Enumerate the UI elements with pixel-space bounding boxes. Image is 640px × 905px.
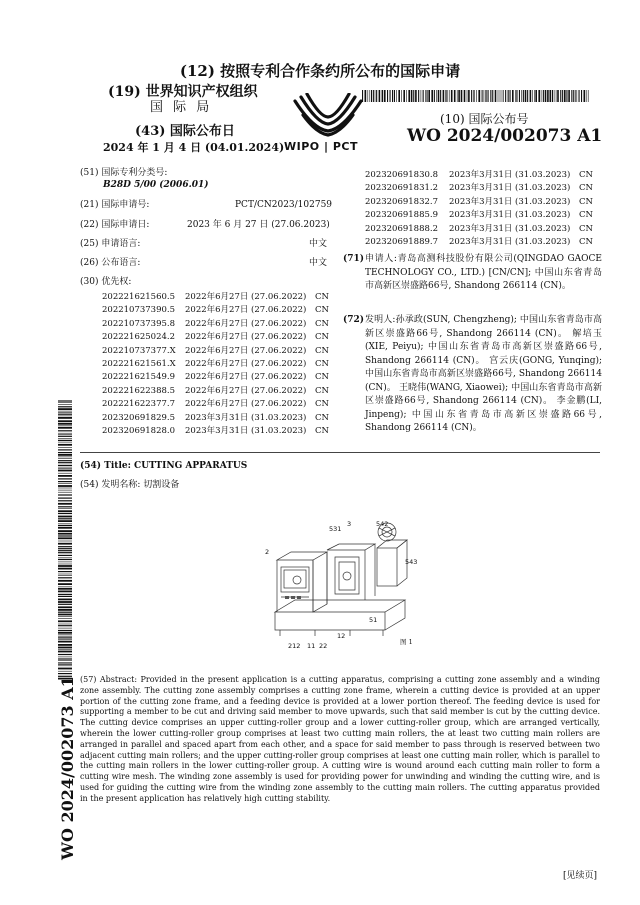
publication-date: 2024 年 1 月 4 日 (04.01.2024) bbox=[103, 141, 285, 154]
ref-label-531: 531 bbox=[329, 525, 342, 533]
ref-label-12: 12 bbox=[337, 632, 346, 640]
priority-left-country: CN bbox=[315, 412, 329, 423]
priority-label: (30) 优先权: bbox=[80, 277, 132, 287]
priority-left-country: CN bbox=[315, 332, 329, 343]
applicant-info: 申请人:青岛高测科技股份有限公司(QINGDAO GAOCE TECHNOLOGY CO., LTD.) [CN/CN]; 中国山东省青岛市高新区崇盛路66号, Shandong 266114 (CN)。 bbox=[365, 254, 602, 291]
abstract bbox=[80, 675, 600, 805]
publication-number: WO 2024/002073 A1 bbox=[407, 126, 603, 146]
top-barcode bbox=[362, 90, 589, 102]
applicant-code: (71) bbox=[343, 254, 365, 264]
priority-left-number: 202210737377.X bbox=[102, 345, 176, 356]
priority-left-country: CN bbox=[315, 385, 329, 396]
priority-left-date: 2022年6月27日 (27.06.2022) bbox=[185, 332, 307, 343]
figure-caption: 图 1 bbox=[400, 638, 413, 646]
priority-left-country: CN bbox=[315, 399, 329, 410]
priority-right-date: 2023年3月31日 (31.03.2023) bbox=[449, 223, 571, 234]
priority-left-number: 202221622377.7 bbox=[102, 399, 176, 410]
priority-left-country: CN bbox=[315, 318, 329, 329]
priority-left-number: 202320691828.0 bbox=[102, 426, 176, 436]
priority-left-date: 2022年6月27日 (27.06.2022) bbox=[185, 318, 307, 329]
title-chinese: (54) 发明名称: 切割设备 bbox=[80, 480, 180, 490]
priority-left-country: CN bbox=[315, 292, 329, 302]
publication-language-label: (26) 公布语言: bbox=[80, 258, 141, 268]
inventor-code: (72) bbox=[343, 315, 365, 325]
application-number: PCT/CN2023/102759 bbox=[235, 200, 333, 210]
priority-left-number: 202221621561.X bbox=[102, 359, 176, 369]
priority-left-date: 2022年6月27日 (27.06.2022) bbox=[185, 385, 307, 396]
ref-label-11: 11 bbox=[307, 642, 316, 650]
priority-left-date: 2022年6月27日 (27.06.2022) bbox=[185, 345, 307, 356]
priority-left-date: 2022年6月27日 (27.06.2022) bbox=[185, 359, 307, 369]
filing-language-label: (25) 申请语言: bbox=[80, 239, 141, 249]
priority-right-date: 2023年3月31日 (31.03.2023) bbox=[449, 183, 571, 194]
priority-left-country: CN bbox=[315, 372, 329, 383]
priority-right-number: 202320691832.7 bbox=[365, 196, 439, 207]
section-divider bbox=[80, 452, 600, 453]
priority-right-date: 2023年3月31日 (31.03.2023) bbox=[449, 210, 571, 221]
publication-language: 中文 bbox=[309, 258, 328, 268]
priority-right-date: 2023年3月31日 (31.03.2023) bbox=[449, 237, 571, 247]
side-barcode bbox=[58, 400, 72, 680]
priority-left-country: CN bbox=[315, 359, 329, 369]
priority-left-number: 202221622388.5 bbox=[102, 385, 176, 396]
priority-left-date: 2022年6月27日 (27.06.2022) bbox=[185, 372, 307, 383]
continued-note: [见续页] bbox=[563, 871, 598, 881]
publication-number-label: (10) 国际公布号 bbox=[440, 112, 529, 126]
priority-right-country: CN bbox=[579, 210, 593, 221]
ref-label-212: 212 bbox=[288, 642, 301, 650]
side-publication-number: WO 2024/002073 A1 bbox=[58, 676, 77, 860]
ipc-label: (51) 国际专利分类号: bbox=[80, 168, 168, 178]
ipc-value: B28D 5/00 (2006.01) bbox=[103, 180, 209, 190]
ref-label-22: 22 bbox=[319, 642, 328, 650]
priority-right-country: CN bbox=[579, 237, 593, 247]
priority-left-date: 2023年3月31日 (31.03.2023) bbox=[185, 426, 307, 436]
filing-date-label: (22) 国际申请日: bbox=[80, 220, 150, 230]
priority-left-number: 202221621549.9 bbox=[102, 372, 176, 383]
priority-right-date: 2023年3月31日 (31.03.2023) bbox=[449, 170, 571, 180]
ref-label-3: 3 bbox=[347, 520, 352, 528]
priority-left-date: 2022年6月27日 (27.06.2022) bbox=[185, 292, 307, 302]
priority-right-country: CN bbox=[579, 223, 593, 234]
priority-right-country: CN bbox=[579, 170, 593, 180]
priority-left-date: 2023年3月31日 (31.03.2023) bbox=[185, 412, 307, 423]
document-title: (12) 按照专利合作条约所公布的国际申请 bbox=[179, 62, 461, 80]
priority-right-number: 202320691830.8 bbox=[365, 170, 439, 180]
filing-date: 2023 年 6 月 27 日 (27.06.2023) bbox=[187, 220, 330, 230]
title-english: (54) Title: CUTTING APPARATUS bbox=[80, 461, 248, 471]
bureau-name: 国 际 局 bbox=[150, 100, 213, 115]
priority-left-country: CN bbox=[315, 345, 329, 356]
priority-left-number: 202210737395.8 bbox=[102, 318, 176, 329]
priority-left-number: 202210737390.5 bbox=[102, 305, 176, 316]
priority-right-date: 2023年3月31日 (31.03.2023) bbox=[449, 196, 571, 207]
cutting-apparatus-drawing bbox=[255, 512, 430, 652]
priority-left-number: 202320691829.5 bbox=[102, 412, 176, 423]
priority-left-date: 2022年6月27日 (27.06.2022) bbox=[185, 399, 307, 410]
patent-figure bbox=[255, 512, 430, 652]
filing-language: 中文 bbox=[309, 239, 328, 249]
priority-left-number: 202221625024.2 bbox=[102, 332, 176, 343]
priority-left-country: CN bbox=[315, 426, 329, 436]
inventor-info: 发明人:孙承政(SUN, Chengzheng); 中国山东省青岛市高新区崇盛路66号, Shandong 266114 (CN)。 解培玉(XIE, Peiyu); 中国山东省青岛市高新区崇盛路66号, Shandong 266114 (CN)。 宫云庆(GONG, Yunqing); 中国山东省青岛市高新区崇盛路66号, Shandong 266114 (CN)。 王晓伟(WANG, Xiaowei); 中国山东省青岛市高新区崇盛路66号, Shandong 266114 (CN)。 李金鹏(LI, Jinpeng); 中国山东省青岛市高新区崇盛路66号, Shandong 266114 (CN)。 bbox=[365, 315, 602, 433]
priority-right-country: CN bbox=[579, 183, 593, 194]
ref-label-51: 51 bbox=[369, 616, 378, 624]
priority-right-number: 202320691889.7 bbox=[365, 237, 439, 247]
publication-date-label: (43) 国际公布日 bbox=[135, 124, 235, 139]
application-number-label: (21) 国际申请号: bbox=[80, 200, 150, 210]
ref-label-2: 2 bbox=[265, 548, 270, 556]
priority-right-number: 202320691831.2 bbox=[365, 183, 439, 194]
abstract-text: (57) Abstract: Provided in the present application is a cutting apparatus, comprising a cutting zone assembly and a winding zone assembly. The cutting zone assembly comprises a cutting zone frame, wherein a cutting device is provided at an upper portion of the cutting zone frame, and a feeding device is provided at a lower portion thereof. The feeding device is used for supporting a member to be cut and driving said member to move upwards, such that said member is cut by the cutting device. The cutting device comprises an upper cutting-roller group and a lower cutting-roller group, which are arranged vertically, wherein the lower cutting-roller group comprises at least two cutting main rollers, the at least two cutting main rollers are arranged in parallel and spaced apart from each other, and a space for said member to pass through is reserved between two adjacent cutting main rollers; and the upper cutting-roller group comprises at least one cutting main roller, which is parallel to the cutting main rollers in the lower cutting-roller group. A cutting wire is wound around each cutting main roller to form a cutting wire mesh. The winding zone assembly is used for providing power for unwinding and winding the cutting wire, and is used for guiding the cutting wire from the winding zone assembly to the cutting main rollers. The cutting apparatus provided in the present application has relatively high cutting stability. bbox=[80, 675, 600, 803]
priority-left-country: CN bbox=[315, 305, 329, 316]
priority-right-number: 202320691888.2 bbox=[365, 223, 439, 234]
organization-name: (19) 世界知识产权组织 bbox=[108, 84, 258, 100]
priority-right-country: CN bbox=[579, 196, 593, 207]
priority-left-number: 202221621560.5 bbox=[102, 292, 176, 302]
priority-right-number: 202320691885.9 bbox=[365, 210, 439, 221]
priority-left-date: 2022年6月27日 (27.06.2022) bbox=[185, 305, 307, 316]
ref-label-542: 542 bbox=[376, 520, 389, 528]
ref-label-543: 543 bbox=[405, 558, 418, 566]
wipo-pct-logo-text: WIPO | PCT bbox=[284, 140, 358, 153]
